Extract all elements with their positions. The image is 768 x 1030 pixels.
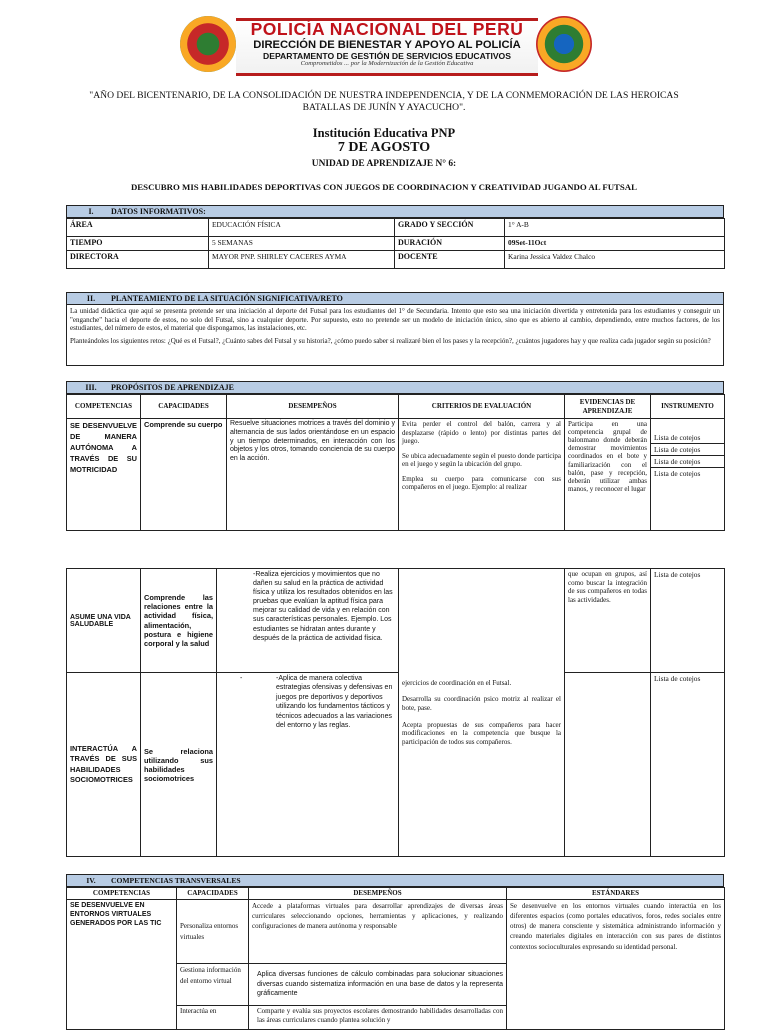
criterion-item: Desarrolla su coordinación psico motriz al realizar el bote, pase. (402, 695, 561, 712)
performance-cell: Accede a plataformas virtuales para desarrollar aprendizajes de diversas áreas curriculares seleccionando opciones, herramientas y aplicaciones, y realizando configuraciones de manera autónoma y responsable (249, 900, 507, 964)
pnp-crest-logo (180, 16, 236, 72)
criteria-cell (399, 419, 565, 531)
year-motto: "AÑO DEL BICENTENARIO, DE LA CONSOLIDACIÓN DE NUESTRA INDEPENDENCIA, Y DE LA CONMEMORACIÓN DE LAS HEROICAS BATALLAS DE JUNÍN Y AYACUCHO". (89, 90, 679, 114)
director-value: MAYOR PNP. SHIRLEY CACERES AYMA (209, 251, 395, 269)
standard-cell: Se desenvuelve en los entornos virtuales cuando interactúa en los diferentes espacios (como portales educativos, foros, redes sociales entre otros) de manera consciente y sistemática administrando información y creando materiales digitales en interacción con sus pares de distintos contextos socioculturales expresando su identidad personal. (507, 900, 725, 1030)
area-value: EDUCACIÓN FÍSICA (209, 219, 395, 237)
capacity-cell: Se relaciona utilizando sus habilidades sociomotrices (141, 673, 217, 857)
evidence-cell (565, 673, 651, 857)
performance-cell: Resuelve situaciones motrices a través del dominio y alternancia de sus lados orientándose en un espacio y un tiempo determinados, en interacción con los objetos y los otros, tomando conciencia de su cuerpo en la acción. (227, 419, 399, 531)
header-competencias: COMPETENCIAS (67, 395, 141, 419)
capacity-cell: Personaliza entornos virtuales (177, 900, 249, 964)
capacity-cell: Comprende su cuerpo (141, 419, 227, 531)
header-competencias: COMPETENCIAS (67, 888, 177, 900)
evidence-cell: Participa en una competencia grupal de balonmano donde deberán demostrar movimientos coordinados en el bote y familiarización con el balón, pase y recepción, deberán utilizar ambas manos, y reconocer el lugar (565, 419, 651, 531)
header-criterios: CRITERIOS DE EVALUACIÓN (399, 395, 565, 419)
section-header (66, 381, 724, 394)
director-label: DIRECTORA (67, 251, 209, 269)
header-capacidades: CAPACIDADES (141, 395, 227, 419)
header-desempenos: DESEMPEÑOS (227, 395, 399, 419)
section-number: III. (85, 383, 97, 392)
instrument-cell (651, 419, 725, 531)
section-header (66, 205, 724, 218)
institution-title: Institución Educativa PNP (312, 126, 456, 140)
competence-cell: INTERACTÚA A TRAVÉS DE SUS HABILIDADES SOCIOMOTRICES (67, 673, 141, 857)
school-name: 7 DE AGOSTO (337, 140, 431, 155)
instrument-item: Lista de cotejos (651, 444, 724, 456)
section-datos-informativos (66, 205, 724, 269)
section-propositos (66, 381, 724, 531)
criterion-item: Acepta propuestas de sus compañeros para hacer modificaciones en la competencia que busque la participación de todos sus compañeros. (402, 720, 561, 746)
capacity-cell: Interactúa en (177, 1006, 249, 1030)
teacher-value: Karina Jessica Valdez Chalco (505, 251, 725, 269)
grade-label: GRADO Y SECCIÓN (395, 219, 505, 237)
section-situacion-significativa (66, 292, 724, 366)
datos-table (66, 218, 725, 269)
header-estandares: ESTÁNDARES (507, 888, 725, 900)
instrument-cell: Lista de cotejos (651, 673, 725, 857)
challenges-paragraph: Planteándoles los siguientes retos: ¿Qué es el Futsal?, ¿Cuánto sabes del Futsal y su historia?, ¿cómo puedo saber si realizaré bien el los pases y la recepción?, ¿cuántos jugadores hay y que realiza cada jugador según su posición? (70, 336, 711, 345)
instrument-item: Lista de cotejos (651, 456, 724, 468)
instrument-cell: Lista de cotejos (651, 569, 725, 673)
section-title: COMPETENCIAS TRANSVERSALES (111, 876, 241, 885)
school-crest-logo (536, 16, 592, 72)
capacity-cell: Gestiona información del entorno virtual (177, 964, 249, 1006)
teacher-label: DOCENTE (395, 251, 505, 269)
section-header (66, 874, 724, 887)
propositos-table (66, 394, 725, 531)
performance-cell: Aplica diversas funciones de cálculo combinadas para solucionar situaciones diversas cuando sistematiza información en una base de datos y la representa gráficamente (249, 964, 507, 1006)
criteria-cell (399, 569, 565, 857)
section-header (66, 292, 724, 305)
competence-cell: SE DESENVUELVE DE MANERA AUTÓNOMA A TRAVÉS DE SU MOTRICIDAD (67, 419, 141, 531)
instrument-item: Lista de cotejos (651, 432, 724, 444)
header-capacidades: CAPACIDADES (177, 888, 249, 900)
section-title: DATOS INFORMATIVOS: (111, 207, 206, 216)
competence-cell: ASUME UNA VIDA SALUDABLE (67, 569, 141, 673)
grade-value: 1° A-B (505, 219, 725, 237)
propositos-table-continued (66, 568, 725, 857)
time-value: 5 SEMANAS (209, 237, 395, 251)
section-title: PROPÓSITOS DE APRENDIZAJE (111, 383, 234, 392)
area-label: ÁREA (67, 219, 209, 237)
performance-cell: -Realiza ejercicios y movimientos que no dañen su salud en la práctica de actividad física y utiliza los resultados obtenidos en las pruebas que evalúan la aptitud física para mejorar su calidad de vida y en relación con sus características personales. Ejemplo. Los estudiantes se hidratan antes durante y después de la práctica de actividad física. (217, 569, 399, 673)
header-instrumento: INSTRUMENTO (651, 395, 725, 419)
header-desempenos: DESEMPEÑOS (249, 888, 507, 900)
situation-paragraph: La unidad didáctica que aquí se presenta pretende ser una iniciación al deporte del Futsal para los estudiantes del 1° de Secundaria. Intento que esto sea una iniciación divertida y entretenida para los estudiantes y conseguir un "enganche" hacia el deporte de estos, no solo del Futsal, sino a cualquier deporte. Por supuesto, esto no pretende ser un modelo de iniciación único, sino que es abierto al cambio, dependiendo, entre muchos factores, de los estudiantes, del número de estos, el material que dispongamos, las instalaciones, etc. (70, 307, 720, 333)
department-name: DEPARTAMENTO DE GESTIÓN DE SERVICIOS EDUCATIVOS (263, 51, 511, 61)
section-number: I. (88, 207, 94, 216)
instrument-item: Lista de cotejos (654, 469, 701, 478)
section-number: II. (86, 294, 96, 303)
header-evidencias: EVIDENCIAS DE APRENDIZAJE (565, 395, 651, 419)
bullet: - (240, 675, 243, 682)
performance-text: -Aplica de manera colectiva estrategias ofensivas y defensivas en juegos pre deportivos y deportivos utilizando los fundamentos tácticos y técnicos adecuados a las variaciones del entorno y las reglas. (276, 675, 393, 730)
institution-name: POLICÍA NACIONAL DEL PERÚ (250, 19, 524, 39)
transversales-table (66, 887, 725, 1030)
capacity-cell: Comprende las relaciones entre la actividad física, alimentación, postura e higiene corporal y la salud (141, 569, 217, 673)
criterion-item: Emplea su cuerpo para comunicarse con sus compañeros en el juego. Ejemplo: al realizar (402, 474, 561, 492)
section-title: PLANTEAMIENTO DE LA SITUACIÓN SIGNIFICATIVA/RETO (111, 294, 343, 303)
duration-label: DURACIÓN (395, 237, 505, 251)
competence-cell: SE DESENVUELVE EN ENTORNOS VIRTUALES GENERADOS POR LAS TIC (67, 900, 177, 1030)
performance-cell (217, 673, 399, 857)
criterion-item: Evita perder el control del balón, carrera y al desplazarse (rápido o lento) por distintas partes del juego. (402, 420, 561, 446)
slogan: Comprometidos ... por la Modernización de la Gestión Educativa (300, 60, 474, 67)
duration-value: 09Set-11Oct (505, 237, 725, 251)
performance-cell: Comparte y evalúa sus proyectos escolares demostrando habilidades desarrolladas con las áreas curriculares cuando plantea solución y (249, 1006, 507, 1030)
criterion-item: ejercicios de coordinación en el Futsal. (402, 678, 512, 687)
unit-title: DESCUBRO MIS HABILIDADES DEPORTIVAS CON JUEGOS DE COORDINACION Y CREATIVIDAD JUGANDO AL FUTSAL (130, 182, 638, 192)
unit-number: UNIDAD DE APRENDIZAJE N° 6: (311, 159, 457, 169)
criterion-item: Se ubica adecuadamente según el puesto donde participa en el juego y según la ubicación del grupo. (402, 451, 561, 469)
time-label: TIEMPO (67, 237, 209, 251)
section-number: IV. (86, 876, 96, 885)
section-competencias-transversales (66, 874, 724, 1030)
evidence-cell: que ocupan en grupos, así como buscar la integración de sus compañeros en todas las actividades. (565, 569, 651, 673)
direction-name: DIRECCIÓN DE BIENESTAR Y APOYO AL POLICÍA (253, 39, 521, 51)
